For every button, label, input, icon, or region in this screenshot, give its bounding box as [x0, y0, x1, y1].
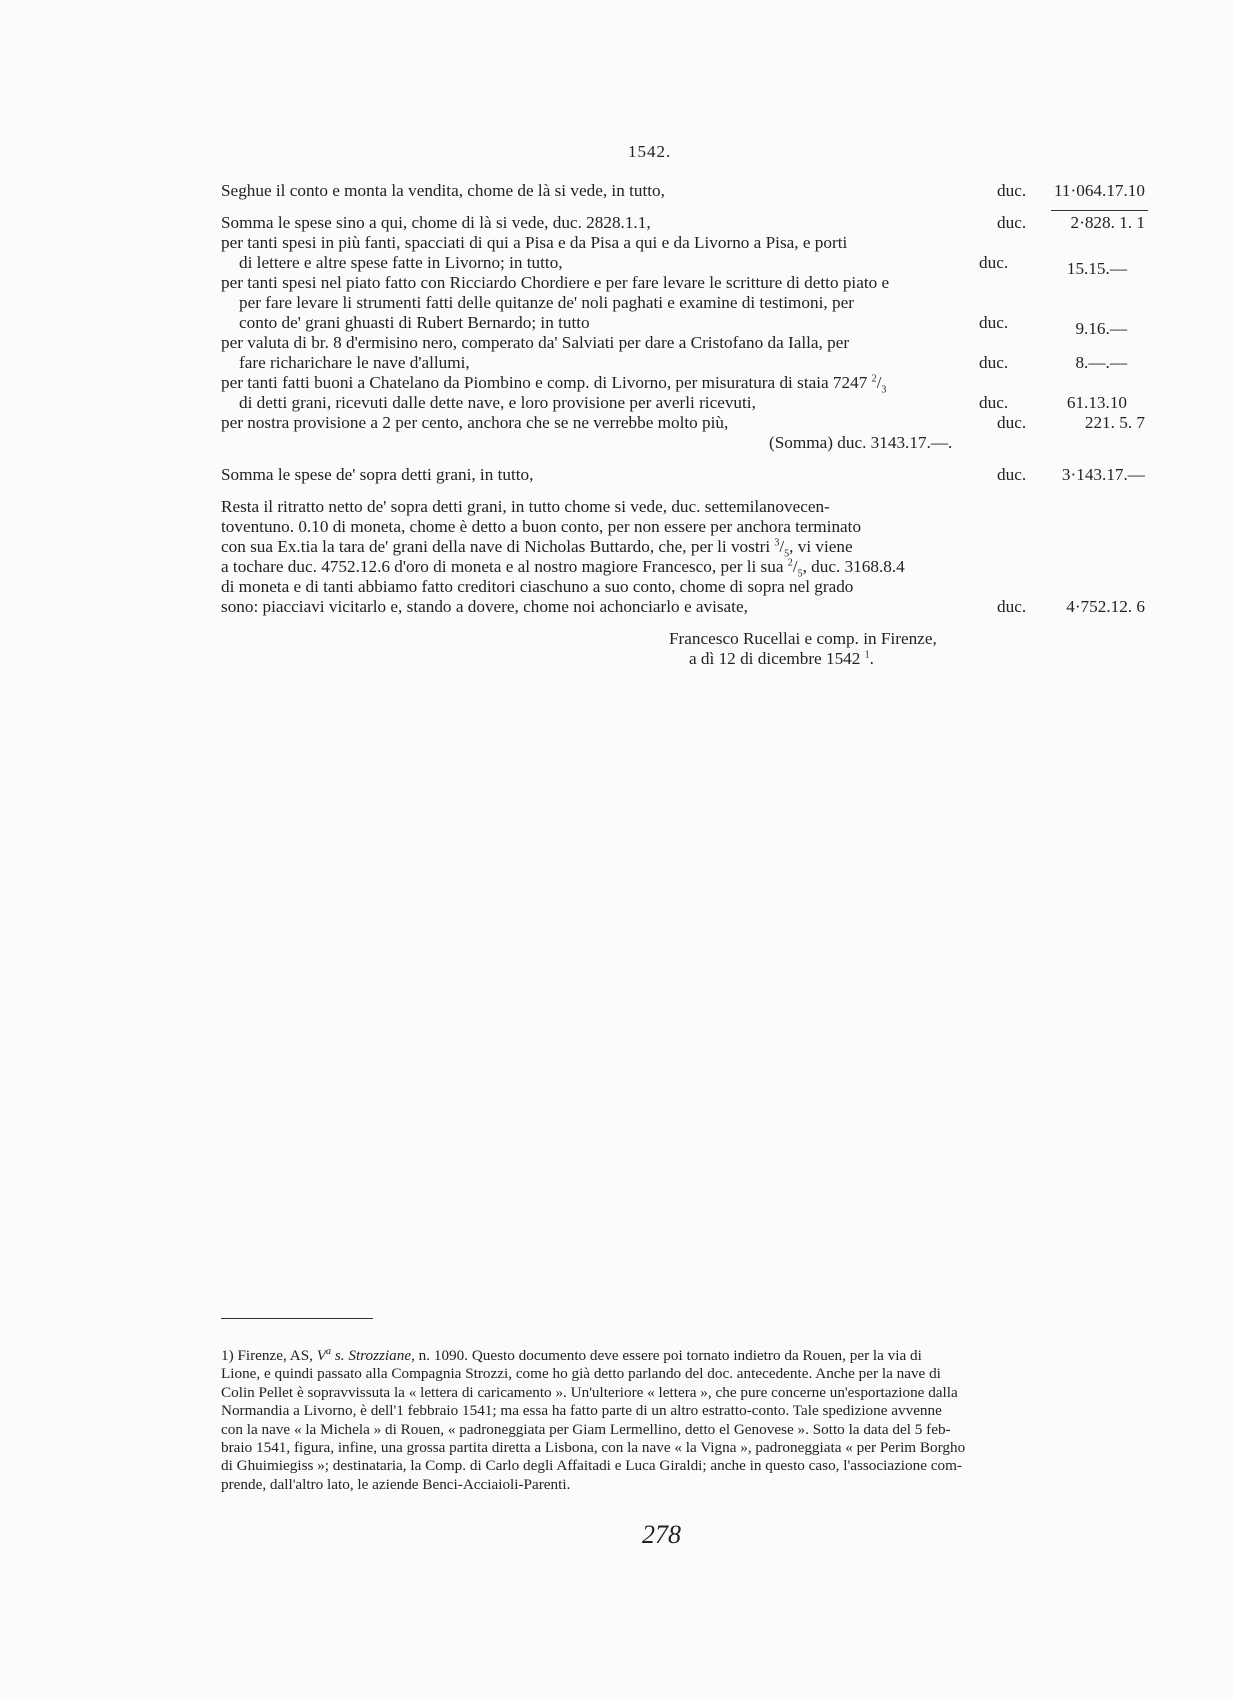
closing-line — [221, 597, 1145, 617]
entry-amount: 3·143.17.— — [1061, 465, 1145, 484]
entry-amount: 221. 5. 7 — [1084, 413, 1145, 432]
entry-amount: 61.13.10 — [1066, 393, 1127, 412]
entry-amount: 15.15.— — [1066, 259, 1127, 278]
entry-text: conto de' grani ghuasti di Rubert Bernardo; in tutto — [239, 313, 590, 332]
footnote-line: Colin Pellet è sopravvissuta la « lettera di caricamento ». Un'ulteriore « lettera », che pure concerne un'esportazione dalla — [221, 1383, 958, 1401]
entry-amount: 11·064.17.10 — [1053, 181, 1145, 200]
entry-unit: duc. — [997, 413, 1027, 432]
closing-text: , vi viene — [789, 537, 853, 556]
page-number: 278 — [642, 1520, 681, 1549]
closing-line: Resta il ritratto netto de' sopra detti grani, in tutto chome si vede, duc. settemilanovecen- — [221, 497, 830, 516]
entry-line — [221, 393, 1131, 413]
footnote-lead: Firenze, AS, — [237, 1347, 313, 1364]
entry-unit: duc. — [979, 393, 1009, 412]
entry-unit: duc. — [997, 213, 1027, 232]
entry-unit: duc. — [997, 597, 1027, 616]
entry-text: per tanti fatti buoni a Chatelano da Piombino e comp. di Livorno, per misuratura di staia 7247 — [221, 373, 868, 392]
footnote-series-letter: V — [316, 1347, 327, 1364]
signature-date-text: a dì 12 di dicembre 1542 — [689, 649, 861, 668]
signature-line-2 — [221, 649, 1131, 669]
entry-text: di lettere e altre spese fatte in Livorno; in tutto, — [239, 253, 563, 272]
footnote-line: con la nave « la Michela » di Rouen, « padroneggiata per Giam Lermellino, detto el Genovese ». Sotto la data del 5 feb- — [221, 1420, 951, 1438]
fraction-numerator: 3 — [774, 537, 780, 549]
fraction-denominator: 5 — [784, 548, 790, 560]
entry-line: per valuta di br. 8 d'ermisino nero, comperato da' Salviati per dare a Cristofano da Ialla, per — [221, 333, 850, 352]
entry-text: fare richarichare le nave d'allumi, — [239, 353, 470, 372]
footnote-series-name: s. Strozziane, — [334, 1347, 415, 1364]
account-body — [221, 181, 1145, 669]
entry-amount: 2·828. 1. 1 — [1070, 213, 1145, 232]
fraction-denominator: 5 — [797, 568, 803, 580]
entry-unit: duc. — [997, 465, 1027, 484]
footnote-series — [317, 1347, 415, 1364]
entry-total-expenses — [221, 465, 1145, 485]
closing-text: a tochare duc. 4752.12.6 d'oro di moneta e al nostro magiore Francesco, per li sua — [221, 557, 784, 576]
closing-line: con sua Ex.tia la tara de' grani della nave di Nicholas Buttardo, che, per li vostri $^3/_5$, vi viene — [221, 537, 853, 560]
closing-text: sono: piacciavi vicitarlo e, stando a dovere, chome noi achonciarlo e avisate, — [221, 597, 748, 616]
fraction-numerator: 2 — [787, 557, 793, 569]
closing-text: , duc. 3168.8.4 — [802, 557, 905, 576]
entry-amount: 4·752.12. 6 — [1066, 597, 1145, 616]
footnote-line: Normandia a Livorno, è dell'1 febbraio 1541; ma essa ha fatto parte di un altro estratto-conto. Tale spedizione avvenne — [221, 1402, 942, 1420]
footnote-line: Lione, e quindi passato alla Compagnia Strozzi, come ho già detto parlando del doc. antecedente. Anche per la nave di — [221, 1365, 941, 1383]
fraction-denominator: 3 — [881, 384, 887, 396]
page-header-year: 1542. — [628, 142, 672, 161]
entry-line — [221, 353, 1131, 373]
footnote-series-sup: a — [326, 1345, 332, 1357]
footnote-marker: 1) — [221, 1347, 234, 1364]
sum-rule — [1051, 210, 1148, 211]
footnote — [221, 1347, 1131, 1494]
subtotal-line — [221, 433, 1131, 453]
footnote-line: braio 1541, figura, infine, una grossa partita diretta a Lisbona, con la nave « la Vigna », padroneggiata « per Perim Borgho — [221, 1438, 966, 1456]
entry-text: Seghue il conto e monta la vendita, chome de là si vede, in tutto, — [221, 181, 665, 200]
closing-line: a tochare duc. 4752.12.6 d'oro di moneta e al nostro magiore Francesco, per li sua $^2/_5$, duc. 3168.8.4 — [221, 557, 905, 580]
entry-line — [221, 413, 1145, 433]
entry-line: per tanti spesi in più fanti, spacciati di qui a Pisa e da Pisa a qui e da Livorno a Pisa, e porti — [221, 233, 848, 252]
closing-line: toventuno. 0.10 di moneta, chome è detto a buon conto, per non essere per anchora terminato — [221, 517, 862, 536]
footnote-line — [221, 1347, 1131, 1365]
entry-line — [221, 373, 1131, 396]
signature-date — [689, 649, 874, 669]
footnote-text: n. 1090. Questo documento deve essere poi tornato indietro da Rouen, per la via di — [418, 1347, 922, 1364]
entry-line — [221, 313, 1131, 338]
footnote-rule — [221, 1318, 373, 1319]
entry-line: per fare levare li strumenti fatti delle quitanze de' noli paghati e examine di testimoni, per — [239, 293, 854, 312]
entry-line: per tanti spesi nel piato fatto con Ricciardo Chordiere e per fare levare le scritture di detto piato e — [221, 273, 890, 292]
closing-line: di moneta e di tanti abbiamo fatto creditori ciaschuno a suo conto, chome di sopra nel grado — [221, 577, 854, 596]
entry-text: Somma le spese sino a qui, chome di là si vede, duc. 2828.1.1, — [221, 213, 651, 232]
signature-line-1 — [221, 629, 1131, 649]
signature-firm: Francesco Rucellai e comp. in Firenze, — [669, 629, 937, 648]
footnote-reference: 1 — [864, 649, 870, 661]
signature-period: . — [869, 649, 874, 668]
entry-unit: duc. — [997, 181, 1027, 200]
closing-text: con sua Ex.tia la tara de' grani della nave di Nicholas Buttardo, che, per li vostri — [221, 537, 771, 556]
entry-sale-total — [221, 181, 1145, 201]
entry-amount: 8.—.— — [1075, 353, 1127, 372]
entry-text: per nostra provisione a 2 per cento, anchora che se ne verrebbe molto più, — [221, 413, 729, 432]
fraction-numerator: 2 — [871, 373, 877, 385]
entry-text: Somma le spese de' sopra detti grani, in tutto, — [221, 465, 534, 484]
subtotal-text: (Somma) duc. 3143.17.—. — [769, 433, 953, 452]
entry-unit: duc. — [979, 353, 1009, 372]
footnote-line: di Ghuimiegiss »; destinataria, la Comp. di Carlo degli Affaitadi e Luca Giraldi; anche in questo caso, l'associazione com- — [221, 1457, 962, 1475]
fraction: $^2/_3$ — [871, 373, 887, 396]
entry-line — [221, 253, 1131, 278]
entry-amount: 9.16.— — [1075, 319, 1127, 338]
entry-unit: duc. — [979, 313, 1009, 332]
entry-expenses-so-far — [221, 213, 1145, 233]
entry-text: di detti grani, ricevuti dalle dette nave, e loro provisione per averli ricevuti, — [239, 393, 756, 412]
footnote-line: prende, dall'altro lato, le aziende Benci-Acciaioli-Parenti. — [221, 1475, 571, 1493]
entry-unit: duc. — [979, 253, 1009, 272]
